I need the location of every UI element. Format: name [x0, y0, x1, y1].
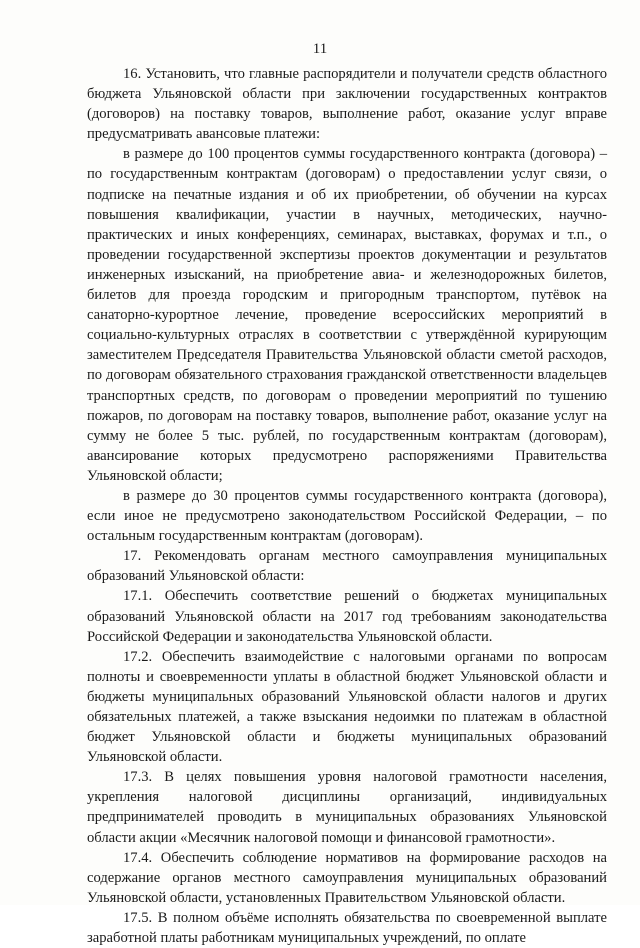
paragraph-16-advance-30: в размере до 30 процентов суммы государственного контракта (договора), если иное не предусмотрено законодательством Российской Федерации, – по остальным государственным контрактам (договорам).	[87, 487, 607, 545]
page-number: 11	[312, 41, 328, 57]
paragraph-16: 16. Установить, что главные распорядители и получатели средств областного бюджета Ульяновской области при заключении государственных контрактов (договоров) на поставку товаров, выполнение работ, оказание услуг вправе предусматривать авансовые платежи:	[87, 66, 607, 143]
paragraph-17-4: 17.4. Обеспечить соблюдение нормативов на формирование расходов на содержание органов местного самоуправления муниципальных образований Ульяновской области, установленных Правительством Ульяновской области.	[87, 849, 607, 906]
paragraph-17-1: 17.1. Обеспечить соответствие решений о бюджетах муниципальных образований Ульяновской области на 2017 год требованиям законодательства Российской Федерации и законодательства Ульяновской области.	[87, 588, 607, 645]
paragraph-17-3: 17.3. В целях повышения уровня налоговой грамотности населения, укрепления налоговой дисциплины организаций, индивидуальных предпринимателей проводить в муниципальных образованиях Ульяновской области акции «Месячник налоговой помощи и финансовой грамотности».	[87, 769, 607, 846]
paragraph-17: 17. Рекомендовать органам местного самоуправления муниципальных образований Ульяновской области:	[87, 548, 607, 585]
paragraph-16-advance-100: в размере до 100 процентов суммы государственного контракта (договора) – по государственным контрактам (договорам) о предоставлении услуг связи, о подписке на печатные издания и об их приобретении, об обучении на курсах повышения квалификации, участии в научных, методических, научно-практических и иных конференциях, семинарах, выставках, форумах и т.п., о проведении государственной экспертизы проектов документации и результатов инженерных изысканий, на приобретение авиа- и железнодорожных билетов, билетов для проезда городским и пригородным транспортом, путёвок на санаторно-курортное лечение, проведение всероссийских мероприятий в социально-культурных отраслях в соответствии с утверждённой курирующим заместителем Председателя Правительства Ульяновской области сметой расходов, по договорам обязательного страхования гражданской ответственности владельцев транспортных средств, по договорам о проведении мероприятий по тушению пожаров, по договорам на поставку товаров, выполнение работ, оказание услуг на сумму не более 5 тыс. рублей, по государственным контрактам (договорам), авансирование которых предусмотрено распоряжениями Правительства Ульяновской области;	[87, 146, 607, 484]
paragraph-17-5: 17.5. В полном объёме исполнять обязательства по своевременной выплате заработной платы работникам муниципальных учреждений, по оплате	[87, 909, 607, 947]
paragraph-17-2: 17.2. Обеспечить взаимодействие с налоговыми органами по вопросам полноты и своевременности уплаты в областной бюджет Ульяновской области и бюджеты муниципальных образований Ульяновской области налогов и других обязательных платежей, а также взыскания недоимки по платежам в областной бюджет Ульяновской области и бюджеты муниципальных образований Ульяновской области.	[87, 648, 607, 766]
document-body	[87, 64, 607, 948]
